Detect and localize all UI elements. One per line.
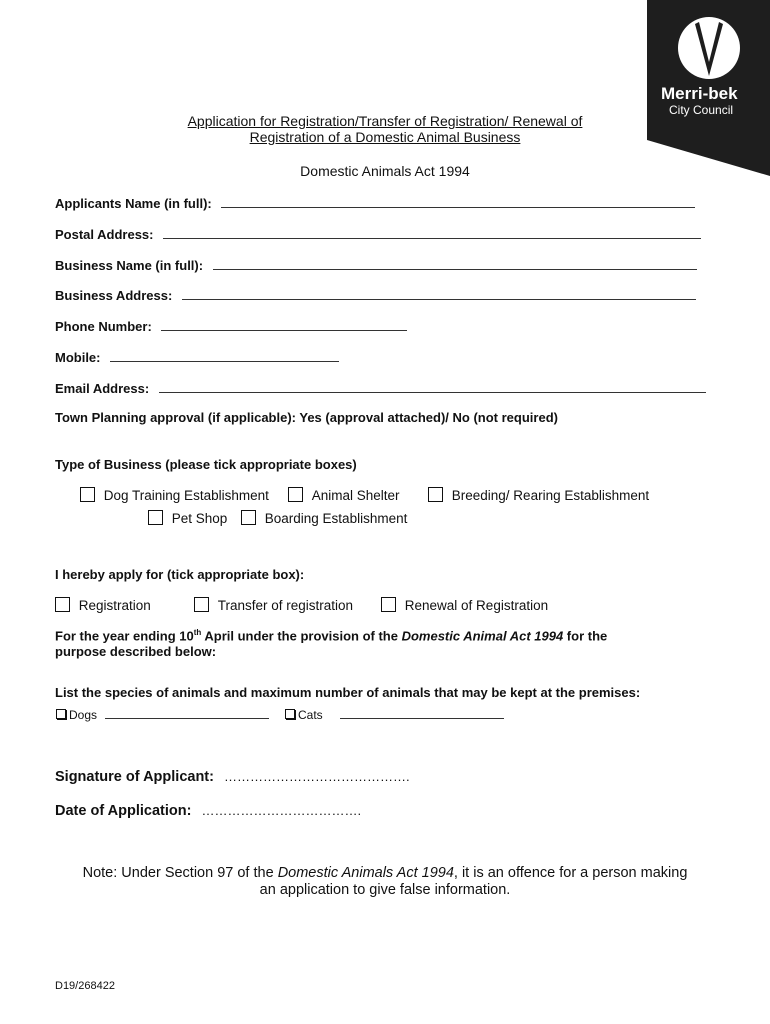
- species-heading: List the species of animals and maximum number of animals that may be kept at the premises:: [55, 685, 641, 700]
- option-pet-shop[interactable]: [148, 510, 227, 526]
- option-transfer-label: Transfer of registration: [217, 598, 354, 613]
- mobile-line[interactable]: [110, 349, 339, 362]
- checkbox-registration[interactable]: [55, 597, 70, 612]
- phone-label: Phone Number:: [55, 319, 152, 334]
- option-registration-label: Registration: [78, 598, 151, 613]
- phone-line[interactable]: [161, 318, 407, 331]
- checkbox-transfer[interactable]: [194, 597, 209, 612]
- option-breeding[interactable]: [428, 487, 649, 503]
- option-renewal-label: Renewal of Registration: [404, 598, 549, 613]
- town-planning-text: Town Planning approval (if applicable): Yes (approval attached)/ No (not required): [55, 410, 558, 425]
- cats-checkbox[interactable]: [285, 709, 295, 719]
- date-dots[interactable]: ……………………………….: [201, 803, 362, 818]
- note-act-italic: Domestic Animals Act 1994: [277, 865, 454, 881]
- option-animal-shelter[interactable]: [288, 487, 400, 503]
- act-name-italic: Domestic Animal Act 1994: [401, 628, 564, 644]
- option-boarding-label: Boarding Establishment: [264, 511, 408, 526]
- form-title-line2: Registration of a Domestic Animal Business: [249, 129, 521, 145]
- cats-label: Cats: [298, 708, 323, 722]
- business-address-label: Business Address:: [55, 288, 173, 303]
- dogs-entry[interactable]: [56, 708, 269, 722]
- cats-entry[interactable]: [285, 708, 504, 722]
- date-label: Date of Application:: [55, 803, 192, 819]
- signature-dots[interactable]: …………………………………….: [224, 769, 410, 784]
- checkbox-animal-shelter[interactable]: [288, 487, 303, 502]
- dogs-checkbox[interactable]: [56, 709, 66, 719]
- signature-label: Signature of Applicant:: [55, 769, 214, 785]
- business-name-field[interactable]: [55, 257, 697, 273]
- business-address-line[interactable]: [182, 287, 696, 300]
- option-dog-training-label: Dog Training Establishment: [103, 488, 269, 503]
- logo-name: Merri-bek: [661, 84, 738, 103]
- option-renewal[interactable]: [381, 597, 548, 613]
- option-pet-shop-label: Pet Shop: [171, 511, 228, 526]
- phone-field[interactable]: [55, 318, 407, 334]
- postal-address-field[interactable]: [55, 226, 701, 242]
- dogs-label: Dogs: [69, 708, 98, 722]
- applicant-name-label: Applicants Name (in full):: [55, 196, 212, 211]
- checkbox-renewal[interactable]: [381, 597, 396, 612]
- option-boarding[interactable]: [241, 510, 407, 526]
- date-field[interactable]: [55, 803, 361, 819]
- option-registration[interactable]: [55, 597, 151, 613]
- checkbox-breeding[interactable]: [428, 487, 443, 502]
- checkbox-dog-training[interactable]: [80, 487, 95, 502]
- year-ending-line2: purpose described below:: [55, 644, 217, 659]
- business-type-heading: Type of Business (please tick appropriate boxes): [55, 457, 357, 472]
- business-address-field[interactable]: [55, 287, 696, 303]
- council-logo: [647, 0, 770, 176]
- document-id: D19/268422: [55, 980, 115, 992]
- business-name-line[interactable]: [213, 257, 697, 270]
- cats-line[interactable]: [340, 708, 504, 719]
- checkbox-pet-shop[interactable]: [148, 510, 163, 525]
- logo-subtitle: City Council: [669, 103, 734, 117]
- note-text: Note: Under Section 97 of the Domestic Animals Act 1994, it is an offence for a person making: [82, 865, 688, 881]
- form-title-line1: Application for Registration/Transfer of Registration/ Renewal of: [187, 113, 583, 129]
- option-transfer[interactable]: [194, 597, 353, 613]
- signature-field[interactable]: [55, 769, 410, 785]
- option-animal-shelter-label: Animal Shelter: [311, 488, 400, 503]
- email-line[interactable]: [159, 380, 706, 393]
- email-field[interactable]: [55, 380, 706, 396]
- applicant-name-field[interactable]: [55, 195, 695, 211]
- year-ending-text: For the year ending 10th April under the provision of the Domestic Animal Act 1994 for the: [55, 628, 608, 644]
- business-name-label: Business Name (in full):: [55, 258, 204, 273]
- option-dog-training[interactable]: [80, 487, 269, 503]
- postal-address-line[interactable]: [163, 226, 701, 239]
- act-subtitle: Domestic Animals Act 1994: [300, 163, 470, 179]
- option-breeding-label: Breeding/ Rearing Establishment: [451, 488, 650, 503]
- checkbox-boarding[interactable]: [241, 510, 256, 525]
- mobile-label: Mobile:: [55, 350, 101, 365]
- email-label: Email Address:: [55, 381, 150, 396]
- note-text-line2: an application to give false information.: [259, 882, 511, 898]
- applicant-name-line[interactable]: [221, 195, 695, 208]
- dogs-line[interactable]: [105, 708, 269, 719]
- apply-for-heading: I hereby apply for (tick appropriate box):: [55, 567, 305, 582]
- mobile-field[interactable]: [55, 349, 339, 365]
- postal-address-label: Postal Address:: [55, 227, 154, 242]
